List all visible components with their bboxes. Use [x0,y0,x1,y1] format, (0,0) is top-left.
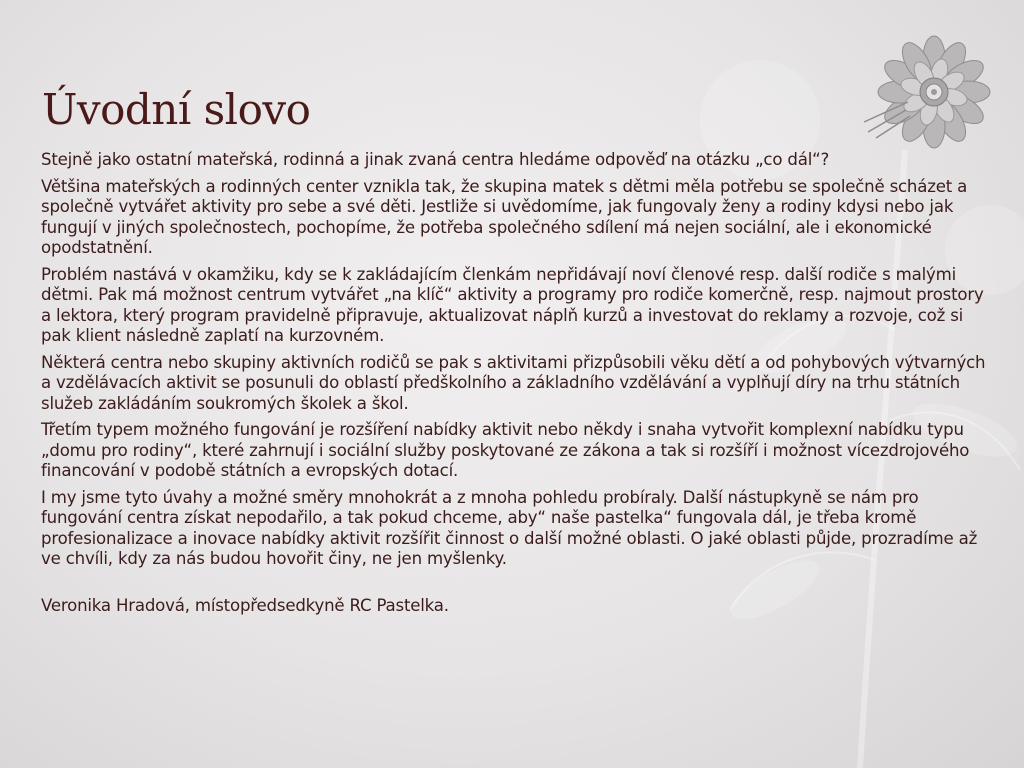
paragraph: Některá centra nebo skupiny aktivních rodičů se pak s aktivitami přizpůsobili věku dětí a od pohybových výtvarných a vzdělávacích aktivit se posunuli do oblastí předškolního a základního vzdělávání a vyplňují díry na trhu státních služeb zakládáním soukromých školek a škol. [41,352,986,413]
signature: Veronika Hradová, místopředsedkyně RC Pastelka. [41,595,449,615]
paragraph: Problém nastává v okamžiku, kdy se k zakládajícím členkám nepřidávají noví členové resp. další rodiče s malými dětmi. Pak má možnost centrum vytvářet „na klíč“ aktivity a programy pro rodiče komerčně, resp. najmout prostory a lektora, který program pravidelně připravuje, aktualizovat náplň kurzů a investovat do reklamy a rozvoje, což si pak klient následně zaplatí na kurzovném. [41,264,984,345]
paragraph: Většina mateřských a rodinných center vznikla tak, že skupina matek s dětmi měla potřebu se společně scházet a společně vytvářet aktivity pro sebe a své děti. Jestliže si uvědomíme, jak fungovaly ženy a rodiny kdysi nebo jak fungují v jiných společnostech, pochopíme, že potřeba společného sdílení má nejen sociální, ale i ekonomické opodstatnění. [41,176,968,257]
body-text [41,150,986,622]
paragraph: I my jsme tyto úvahy a možné směry mnohokrát a z mnoha pohledu probíraly. Další nástupkyně se nám pro fungování centra získat nepodařilo, a tak pokud chceme, aby“ naše pastelka“ fungovala dál, je třeba kromě profesionalizace a inovace nabídky aktivit rozšířit činnost o další možné oblasti. O jaké oblasti půjde, prozradíme až ve chvíli, kdy za nás budou hovořit činy, ne jen myšlenky. [41,487,978,568]
paragraph: Třetím typem možného fungování je rozšíření nabídky aktivit nebo někdy i snaha vytvořit komplexní nabídku typu „domu pro rodiny“, které zahrnují i sociální služby poskytované ze zákona a tak si rozšíří i možnost vícezdrojového financování v podobě státních a evropských dotací. [41,420,970,480]
paragraph: Stejně jako ostatní mateřská, rodinná a jinak zvaná centra hledáme odpověď na otázku „co dál“? [41,150,830,169]
flower-icon [856,30,996,160]
page-title: Úvodní slovo [42,85,311,134]
